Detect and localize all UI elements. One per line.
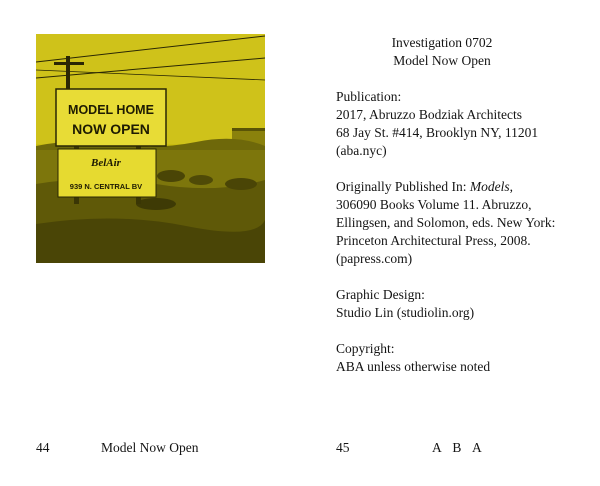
left-page-number: 44: [36, 440, 50, 455]
publication-label: Publication:: [336, 89, 402, 104]
design-label: Graphic Design:: [336, 287, 425, 302]
publication-line-3: (aba.nyc): [336, 143, 387, 158]
originally-line-5: (papress.com): [336, 251, 413, 266]
model-home-photo: [36, 34, 265, 263]
right-page-number: 45: [336, 440, 350, 455]
sign-address: 939 N. CENTRAL BV: [69, 182, 143, 191]
publication-line-2: 68 Jay St. #414, Brooklyn NY, 11201: [336, 125, 539, 140]
sign-line-2: NOW OPEN: [72, 121, 150, 137]
sign-brand: BelAir: [91, 157, 121, 169]
design-line-1: Studio Lin (studiolin.org): [336, 305, 475, 320]
investigation-number: Investigation 0702: [391, 35, 493, 50]
left-running-title: Model Now Open: [101, 440, 199, 455]
publication-block: [336, 88, 586, 160]
originally-published-block: [336, 178, 586, 268]
originally-line-3: Ellingsen, and Solomon, eds. New York:: [336, 215, 556, 230]
originally-title: Models: [469, 179, 510, 194]
originally-line-1: [336, 178, 586, 196]
publication-line-1: 2017, Abruzzo Bodziak Architects: [336, 107, 522, 122]
originally-suffix: ,: [509, 179, 513, 194]
originally-line-4: Princeton Architectural Press, 2008.: [336, 233, 531, 248]
copyright-line-1: ABA unless otherwise noted: [336, 359, 491, 374]
copyright-label: Copyright:: [336, 341, 395, 356]
copyright-block: [336, 340, 586, 376]
originally-line-2: 306090 Books Volume 11. Abruzzo,: [336, 197, 532, 212]
originally-prefix: Originally Published In:: [336, 179, 470, 194]
graphic-design-block: [336, 286, 586, 322]
heading-title: Model Now Open: [393, 53, 491, 68]
right-running-title: A B A: [432, 440, 486, 455]
colophon: [336, 34, 586, 376]
colophon-heading: [298, 34, 586, 70]
sign-line-1: MODEL HOME: [68, 103, 154, 117]
